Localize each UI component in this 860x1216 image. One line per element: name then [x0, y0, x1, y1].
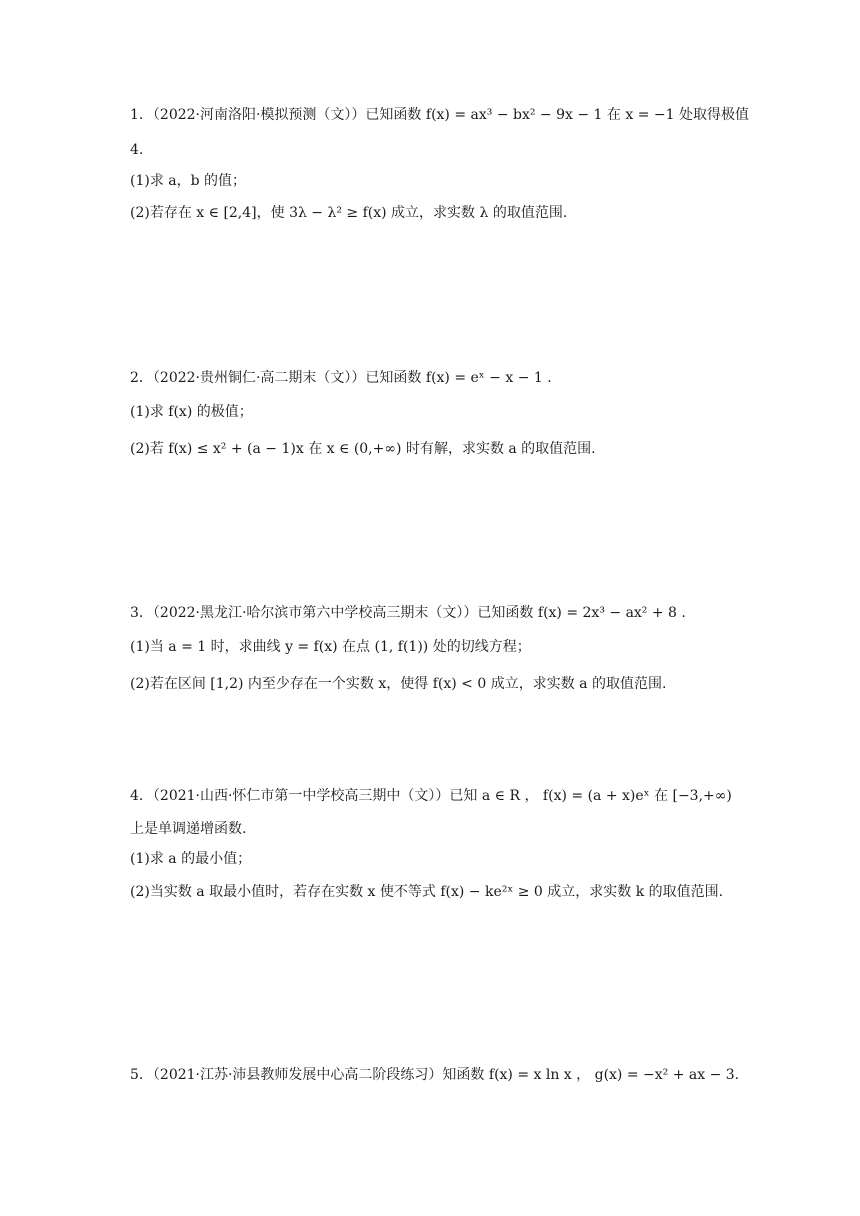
- question-4-header: 4．（2021·山西·怀仁市第一中学校高三期中（文））已知 a ∈ R ， f(x) = (a + x)eˣ 在 [−3,+∞): [130, 788, 732, 804]
- question-4-part-2: (2)当实数 a 取最小值时，若存在实数 x 使不等式 f(x) − ke²ˣ ≥ 0 成立，求实数 k 的取值范围.: [130, 884, 724, 900]
- question-4-part-1: (1)求 a 的最小值；: [130, 851, 252, 867]
- question-1-header: 1．（2022·河南洛阳·模拟预测（文））已知函数 f(x) = ax³ − bx² − 9x − 1 在 x = −1 处取得极值: [130, 107, 749, 123]
- question-2-part-2: (2)若 f(x) ≤ x² + (a − 1)x 在 x ∈ (0,+∞) 时有解，求实数 a 的取值范围.: [130, 441, 596, 457]
- question-3-part-2: (2)若在区间 [1,2) 内至少存在一个实数 x，使得 f(x) < 0 成立，求实数 a 的取值范围.: [130, 676, 667, 692]
- question-3-part-1: (1)当 a = 1 时，求曲线 y = f(x) 在点 (1, f(1)) 处的切线方程；: [130, 639, 531, 655]
- question-5-header: 5．（2021·江苏·沛县教师发展中心高二阶段练习）知函数 f(x) = x ln x ， g(x) = −x² + ax − 3.: [130, 1067, 740, 1083]
- question-4-header-continued: 上是单调递增函数.: [130, 821, 247, 837]
- question-2-part-1: (1)求 f(x) 的极值；: [130, 404, 253, 420]
- question-1-part-1: (1)求 a，b 的值；: [130, 173, 247, 189]
- question-1-part-2: (2)若存在 x ∈ [2,4]，使 3λ − λ² ≥ f(x) 成立，求实数 λ 的取值范围.: [130, 205, 568, 221]
- question-1-header-continued: 4.: [130, 142, 144, 158]
- question-2-header: 2．（2022·贵州铜仁·高二期末（文））已知函数 f(x) = eˣ − x − 1 .: [130, 370, 552, 386]
- question-3-header: 3．（2022·黑龙江·哈尔滨市第六中学校高三期末（文））已知函数 f(x) = 2x³ − ax² + 8 .: [130, 605, 686, 621]
